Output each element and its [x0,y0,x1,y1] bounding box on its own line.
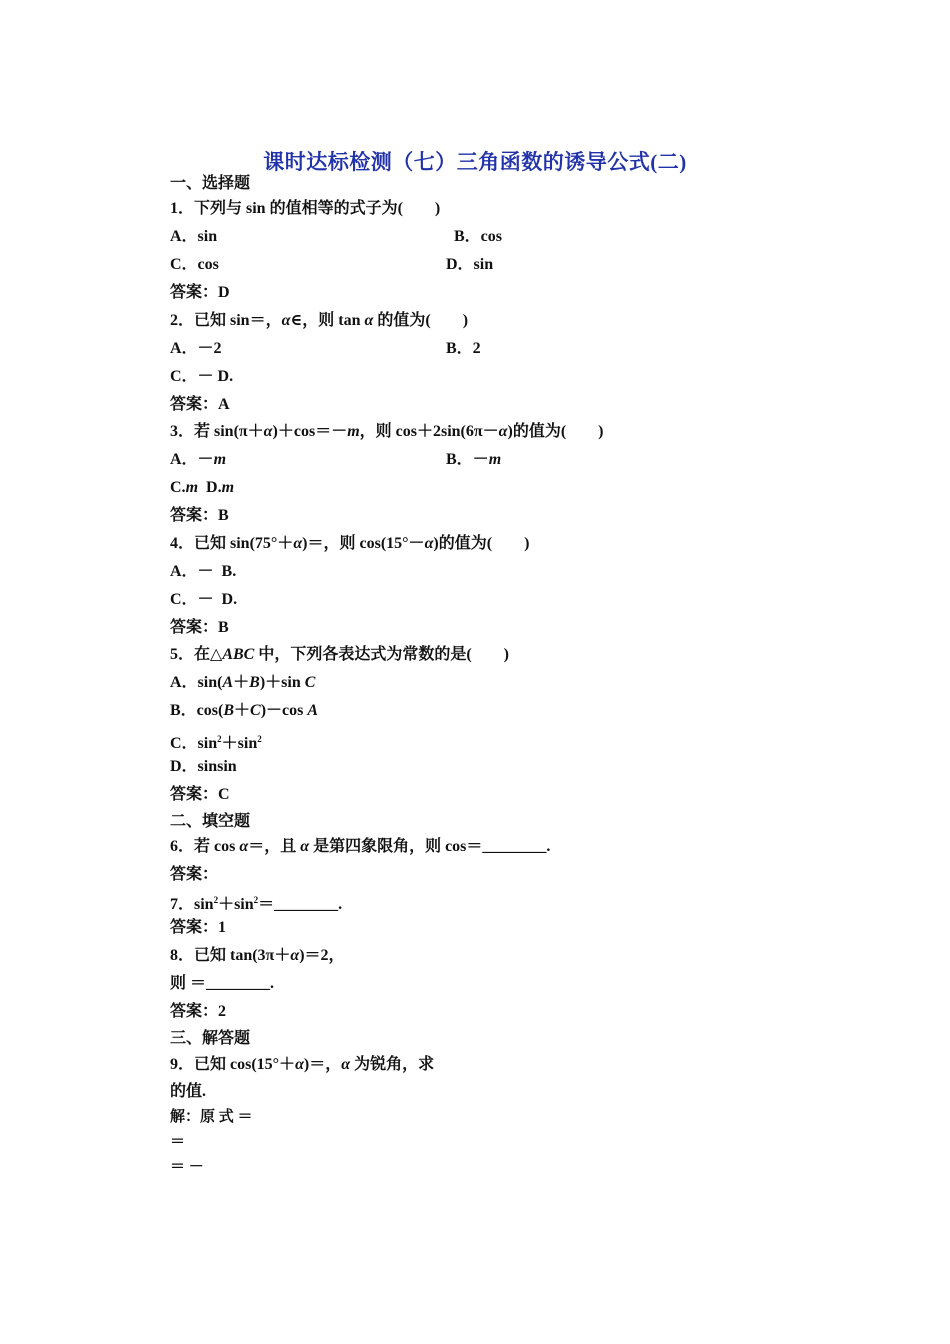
question-3-stem: 3．若 sin(π＋α)＋cos＝－m，则 cos＋2sin(6π－α)的值为( ) [170,423,604,440]
question-1-option-b: B．cos [454,228,503,245]
question-1-option-a: A．sin [170,228,218,245]
question-8-stem: 8．已知 tan(3π＋α)＝2， [170,947,345,964]
question-5-option-c: C．$\sin^2+\sin^2$ [170,734,262,752]
question-9-solution-line3: ＝ － [170,1159,204,1175]
question-8-answer: 答案：2 [170,1003,227,1020]
question-9-solution-line1: 解：原 式 ＝ [170,1109,253,1125]
question-2-option-a: A．－2 [170,340,222,357]
question-9-solution-line2: ＝ [170,1134,186,1150]
section-heading-fill: 二、填空题 [170,813,251,830]
question-5-option-a: A．sin(A＋B)＋sin C [170,674,316,691]
question-4-stem: 4．已知 sin(75°＋α)＝，则 cos(15°－α)的值为( ) [170,535,530,552]
question-3-answer: 答案：B [170,507,229,524]
page-title: 课时达标检测（七）三角函数的诱导公式(二) [263,150,687,174]
question-4-options-ab: A．－ B. [170,563,237,580]
question-3-option-a: A．－m [170,451,227,468]
question-3-option-b: B．－m [446,451,502,468]
question-2-option-b: B．2 [446,340,481,357]
question-6-stem: 6．若 cos α＝，且 α 是第四象限角，则 cos＝________. [170,838,551,855]
question-9-stem: 9．已知 cos(15°＋α)＝，α 为锐角，求 [170,1056,435,1073]
question-5-option-d: D．sinsin [170,758,237,775]
question-2-stem: 2．已知 sin＝，α∈，则 tan α 的值为( ) [170,312,469,329]
question-9-stem-line2: 的值. [170,1083,207,1100]
question-8-stem-line2: 则 ＝________. [170,975,275,992]
section-heading-solve: 三、解答题 [170,1030,251,1047]
question-4-options-cd: C．－ D. [170,591,238,608]
question-3-options-cd: C.m D.m [170,479,235,496]
question-4-answer: 答案：B [170,619,229,636]
question-1-option-c: C．cos [170,256,219,273]
question-7-stem: 7．$\sin^2+\sin^2=\_\_\_\_\_\_\_\_$. [170,895,343,913]
question-1-answer: 答案：D [170,284,230,301]
question-7-answer: 答案：1 [170,919,227,936]
question-2-answer: 答案：A [170,396,230,413]
question-5-option-b: B．cos(B＋C)－cos A [170,702,319,719]
question-2-options-cd: C．－ D. [170,368,234,385]
question-1-option-d: D．sin [446,256,494,273]
question-1-stem: 1．下列与 sin 的值相等的式子为( ) [170,200,441,217]
question-6-answer: 答案： [170,866,219,883]
section-heading-choice: 一、选择题 [170,175,251,192]
question-5-stem: 5．在△ABC 中，下列各表达式为常数的是( ) [170,646,509,663]
question-5-answer: 答案：C [170,786,230,803]
